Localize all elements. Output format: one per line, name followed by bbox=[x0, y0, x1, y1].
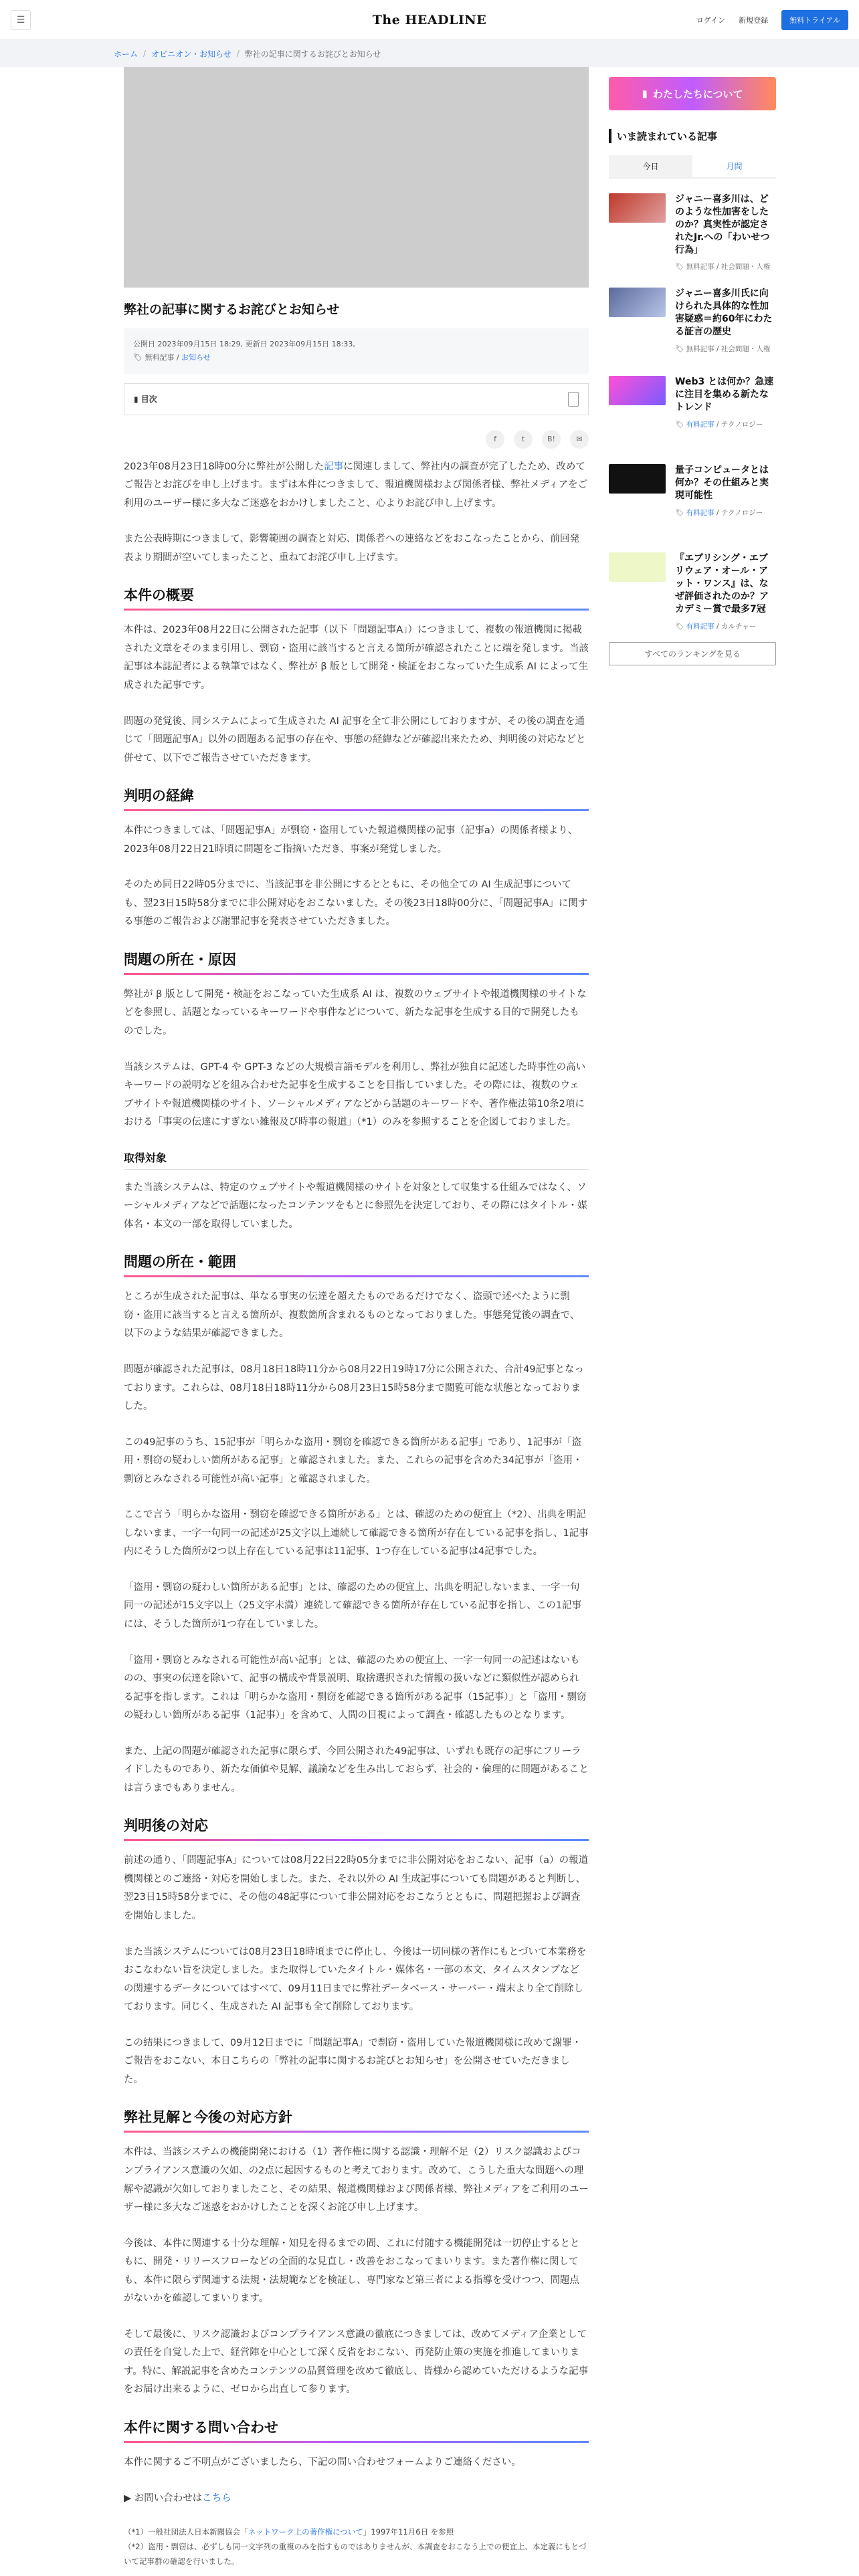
history-paragraph: 本件につきましては、「問題記事A」が剽窃・盗用していた報道機関様の記事（記事a）の関係者様より、2023年08月22日21時頃に問題をご指摘いただき、事案が発覚しました。 bbox=[124, 825, 578, 855]
ranking-title: いま読まれている記事 bbox=[609, 129, 776, 143]
heading-response: 判明後の対応 bbox=[124, 1818, 208, 1834]
ranking-thumbnail bbox=[609, 288, 666, 317]
sidebar bbox=[609, 67, 776, 2576]
ranking-item-title[interactable]: ジャニー喜多川氏に向けられた具体的な性加害疑惑＝約60年にわたる証言の歴史 bbox=[675, 288, 773, 337]
view-paragraph-2: 今後は、本件に関連する十分な理解・知見を得るまでの間、これに付随する機能開発は一切停止するとともに、開発・リリースフローなどの全面的な見直し・改善をおこなってまいります。また著作権に関しても、本件に限らず関連する法規・法規範などを検証し、専門家など第三者による指導を受けつつ、問題点がないかを確認してまいります。 bbox=[124, 2238, 580, 2304]
ranking-item-type[interactable]: 有料記事 bbox=[686, 508, 714, 517]
hero-image bbox=[124, 67, 589, 288]
breadcrumb-home[interactable]: ホーム bbox=[114, 49, 138, 59]
info-icon: ▮ bbox=[642, 88, 648, 100]
contact-prefix: ▶ お問い合わせは bbox=[124, 2492, 203, 2504]
ranking-item-cat: 社会問題・人権 bbox=[721, 344, 771, 353]
history-paragraph-2: そのため同日22時05分までに、当該記事を非公開にするとともに、その他全ての AI 生成記事についても、翌23日15時58分までに非公開対応をおこないました。その後23日18時00分に、「問題記事A」に関する事態のご報告および謝罪記事を発表させていただきました。 bbox=[124, 879, 588, 928]
scope-paragraph-5: 「盗用・剽窃の疑わしい箇所がある記事」とは、確認のための便宜上、出典を明記しないまま、一字一句同一の記述が15文字以上（25文字未満）連続して確認できる箇所が存在している記事を指し、この1記事には、そうした箇所が1つ存在していました。 bbox=[124, 1582, 582, 1630]
ranking-item[interactable] bbox=[609, 376, 776, 449]
scope-paragraph-2: 問題が確認された記事は、08月18日18時11分から08月22日19時17分に公開された、合計49記事となっております。これらは、08月18日18時11分から08月23日15時58分まで閲覧可能な状態となっておりました。 bbox=[124, 1364, 585, 1412]
breadcrumb-separator: / bbox=[236, 49, 240, 58]
response-paragraph-2: また当該システムについては08月23日18時頃までに停止し、今後は一切同様の著作にもとづいて本業務をおこなわない旨を決定しました。また取得していたタイトル・媒体名・一部の本文、タイムスタンプなどの関連するデータについてはすべて、09月11日までに弊社データベース・サーバー・端末より全て削除しております。同じく、生成された AI 記事も全て削除しております。 bbox=[124, 1946, 587, 2013]
cause-paragraph-2: 当該システムは、GPT-4 や GPT-3 などの大規模言語モデルを利用し、弊社が独自に記述した時事性の高いキーワードの説明などを組み合わせた記事を生成することを目指していました。その際には、複数のウェブサイトや報道機関様のサイト、ソーシャルメディアなどから話題のキーワードや、著作権法第10条2項における「事実の伝達にすぎない雑報及び時事の報道」（*1）のみを参照することを企図しておりました。 bbox=[124, 1061, 586, 1128]
ranking-item-cat: 社会問題・人権 bbox=[721, 263, 771, 272]
scope-paragraph: ところが生成された記事は、単なる事実の伝達を超えたものであるだけでなく、盗頭で述べたように剽窃・盗用に該当すると言える箇所が、複数箇所含まれるものとなっておりました。事態発覚後の調査で、以下のような結果が確認できました。 bbox=[124, 1291, 580, 1339]
heading-contact: 本件に関する問い合わせ bbox=[124, 2419, 278, 2436]
site-header bbox=[0, 0, 859, 40]
target-paragraph: また当該システムは、特定のウェブサイトや報道機関様のサイトを対象として収集する仕組みではなく、ソーシャルメディアなどで話題になったコンテンツをもとに参照先を決定しており、その際にはタイトル・媒体名・本文の一部を取得していました。 bbox=[124, 1182, 587, 1230]
heading-scope: 問題の所在・範囲 bbox=[124, 1254, 236, 1271]
ranking-item-type: 無料記事 bbox=[686, 344, 714, 353]
ranking-item-category: 🏷 有料記事 / カルチャー bbox=[675, 622, 757, 631]
scope-paragraph-3: この49記事のうち、15記事が「明らかな盗用・剽窃を確認できる箇所がある記事」であり、1記事が「盗用・剽窃の疑わしい箇所がある記事」と確認されました。また、これらの記事を含めた34記事が「盗用・剽窃とみなされる可能性が高い記事」と確認されました。 bbox=[124, 1436, 583, 1485]
article-categories: 🏷 無料記事 / お知らせ bbox=[133, 352, 211, 362]
ranking-item-title[interactable]: Web3 とは何か？急速に注目を集める新たなトレンド bbox=[675, 377, 774, 413]
table-of-contents[interactable] bbox=[124, 383, 589, 415]
category-link[interactable]: お知らせ bbox=[181, 352, 211, 362]
free-trial-button[interactable]: 無料トライアル bbox=[781, 10, 848, 30]
ranking-thumbnail bbox=[609, 552, 666, 582]
footnote-1 bbox=[124, 2525, 589, 2540]
article-dates: 公開日 2023年09月15日 18:29, 更新日 2023年09月15日 18:33, bbox=[133, 340, 355, 348]
ranking-item-category: 🏷 有料記事 / テクノロジー bbox=[675, 508, 763, 517]
ranking-item-type: 無料記事 bbox=[686, 263, 714, 272]
about-us-label: わたしたちについて bbox=[652, 88, 743, 100]
ranking-item[interactable] bbox=[609, 552, 776, 632]
view-paragraph: 本件は、当該システムの機能開発における（1）著作権に関する認識・理解不足（2）リスク認識およびコンプライアンス意識の欠如、の2点に起因するものと考えております。改めて、こうした重大な問題への理解や認識が欠如しておりましたこと、その結果、報道機関様および関係者様、弊社メディアをご利用のユーザー様に多大なご迷惑をおかけしたことを深くお詫び申し上げます。 bbox=[124, 2147, 589, 2214]
share-buttons bbox=[124, 430, 589, 449]
tab-monthly[interactable]: 月間 bbox=[726, 162, 743, 171]
register-link[interactable]: 新規登録 bbox=[739, 15, 769, 25]
intro-text-a: 2023年08月23日18時00分に弊社が公開した bbox=[124, 461, 324, 472]
footnote-1-link[interactable]: ネットワーク上の著作権について bbox=[248, 2527, 363, 2537]
ranking-item-title[interactable]: 量子コンピュータとは何か？その仕組みと実現可能性 bbox=[675, 465, 769, 502]
contact-form-link[interactable]: こちら bbox=[202, 2492, 231, 2504]
ranking-item-type[interactable]: 有料記事 bbox=[686, 420, 714, 429]
breadcrumb-opinion[interactable]: オピニオン・お知らせ bbox=[151, 49, 231, 59]
toc-icon: ▮ bbox=[134, 394, 141, 404]
ranking-text bbox=[675, 288, 776, 361]
tab-today[interactable]: 今日 bbox=[609, 155, 692, 177]
ranking-thumbnail bbox=[609, 376, 666, 405]
login-link[interactable]: ログイン bbox=[696, 15, 726, 25]
article-body bbox=[124, 458, 589, 2576]
ranking-text bbox=[675, 552, 776, 632]
response-paragraph-3: この結果につきまして、09月12日までに「問題記事A」で剽窃・盗用していた報道機関様に改めて謝罪・ご報告をおこない、本日こちらの「弊社の記事に関するお詫びとお知らせ」を公開させていただきました。 bbox=[124, 2037, 582, 2085]
scope-paragraph-4: ここで言う「明らかな盗用・剽窃を確認できる箇所がある」とは、確認のための便宜上（*2）、出典を明記しないまま、一字一句同一の記述が25文字以上連続して確認できる箇所が存在している記事を指し、1記事内にそうした箇所が2つ以上存在している記事は11記事、1つ存在している記事は4記事でした。 bbox=[124, 1509, 589, 1558]
ranking-item-title[interactable]: 『エブリシング・エブリウェア・オール・アット・ワンス』は、なぜ評価されたのか？アカデミー賞で最多7冠 bbox=[675, 553, 769, 615]
cause-paragraph: 弊社が β 版として開発・検証をおこなっていた生成系 AI は、複数のウェブサイトや報道機関様のサイトなどを参照し、話題となっているキーワードや事件などについて、新たな記事を生成する目的で開発したものでした。 bbox=[124, 988, 587, 1037]
footnote-1-text-a: （*1）一般社団法人日本新聞協会「 bbox=[124, 2527, 248, 2537]
heading-cause: 問題の所在・原因 bbox=[124, 951, 236, 968]
hatena-bookmark-icon[interactable]: B! bbox=[542, 430, 561, 449]
facebook-share-icon[interactable]: f bbox=[486, 430, 504, 449]
toc-label: 目次 bbox=[140, 395, 157, 405]
ranking-item-cat: テクノロジー bbox=[721, 420, 763, 429]
footnote-2: （*2）盗用・剽窃は、必ずしも同一文字列の重複のみを指すものではありませんが、本調査をおこなう上での便宜上、本定義にもとづいて記事群の確認を行いました。 bbox=[124, 2541, 587, 2566]
article-title: 弊社の記事に関するお詫びとお知らせ bbox=[124, 302, 340, 317]
overview-paragraph: 本件は、2023年08月22日に公開された記事（以下「問題記事A」）につきまして、複数の報道機関に掲載された文章をそのまま引用し、剽窃・盗用に該当すると言える箇所が確認されたことに端を発します。当該記事は本誌記者による執筆ではなく、弊社が β 版として開発・検証をおこなっていた生成系 AI によって生成された記事です。 bbox=[124, 625, 589, 691]
breadcrumb-current: 弊社の記事に関するお詫びとお知らせ bbox=[244, 49, 381, 59]
toc-toggle-icon[interactable] bbox=[568, 392, 579, 407]
scope-paragraph-6: 「盗用・剽窃とみなされる可能性が高い記事」とは、確認のための便宜上、一字一句同一の記述はないものの、事実の伝達を除いて、記事の構成や背景説明、取捨選択された情報の扱いなどに類似性が認められる記事を指します。これは「明らかな盗用・剽窃を確認できる箇所がある記事（15記事）」と「盗用・剽窃の疑わしい箇所がある記事（1記事）」を含めて、人間の目視によって調査・確認したものとなります。 bbox=[124, 1654, 587, 1721]
ranking-item[interactable] bbox=[609, 464, 776, 538]
heading-history: 判明の経緯 bbox=[124, 788, 194, 804]
mail-share-icon[interactable]: ✉ bbox=[570, 430, 589, 449]
header-actions bbox=[696, 10, 848, 30]
about-us-button[interactable] bbox=[609, 77, 776, 110]
footnote-1-text-b: 」1997年11月6日 を参照 bbox=[363, 2527, 454, 2537]
site-logo[interactable]: The HEADLINE bbox=[372, 12, 487, 27]
heading-overview: 本件の概要 bbox=[124, 587, 194, 604]
ranking-item-category: 🏷 無料記事 / 社会問題・人権 bbox=[675, 344, 771, 353]
free-article-label: 無料記事 bbox=[145, 352, 175, 362]
overview-paragraph-2: 問題の発覚後、同システムによって生成された AI 記事を全て非公開にしておりますが、その後の調査を通じて「問題記事A」以外の問題ある記事の存在や、事態の経緯などが確認出来たため、判明後の対応などと併せて、以下でご報告させていただきます。 bbox=[124, 716, 586, 764]
ranking-item-cat: テクノロジー bbox=[721, 508, 763, 517]
ranking-thumbnail bbox=[609, 464, 666, 494]
ranking-item[interactable] bbox=[609, 288, 776, 361]
response-paragraph: 前述の通り、「問題記事A」については08月22日22時05分までに非公開対応をおこない、記事（a）の報道機関様とのご連絡・対応を開始しました。また、それ以外の AI 生成記事についても問題があると判断し、翌23日15時58分までに、その他の48記事について非公開対応をおこなうとともに、問題把握および調査を開始しました。 bbox=[124, 1855, 589, 1922]
all-ranking-button[interactable]: すべてのランキングを見る bbox=[609, 642, 776, 665]
tag-icon: 🏷 bbox=[133, 352, 142, 362]
intro-paragraph-2: また公表時期につきまして、影響範囲の調査と対応、関係者への連絡などをおこなったことから、前回発表より期間が空いてしまったこと、重ねてお詫び申し上げます。 bbox=[124, 534, 579, 563]
article-link[interactable]: 記事 bbox=[324, 461, 344, 472]
ranking-item-category: 🏷 無料記事 / 社会問題・人権 bbox=[675, 263, 771, 272]
heading-target: 取得対象 bbox=[124, 1150, 589, 1170]
contact-link-line bbox=[124, 2490, 589, 2508]
ranking-thumbnail bbox=[609, 193, 666, 223]
article-meta bbox=[124, 328, 589, 374]
ranking-item-title[interactable]: ジャニー喜多川は、どのような性加害をしたのか？真実性が認定されたJr.への「わいせつ行為」 bbox=[675, 194, 770, 255]
heading-view: 弊社見解と今後の対応方針 bbox=[124, 2109, 292, 2126]
ranking-item[interactable] bbox=[609, 193, 776, 273]
intro-paragraph bbox=[124, 458, 589, 514]
hamburger-menu-icon[interactable]: ☰ bbox=[11, 10, 31, 30]
breadcrumb bbox=[0, 40, 859, 67]
ranking-text bbox=[675, 193, 776, 273]
ranking-text bbox=[675, 464, 776, 538]
ranking-item-type[interactable]: 有料記事 bbox=[686, 622, 714, 631]
view-paragraph-3: そして最後に、リスク認識およびコンプライアンス意識の徹底につきましては、改めてメディア企業としての責任を自覚した上で、経営陣を中心として深く反省をおこない、再発防止策の実施を推進してまいります。特に、解説記事を含めたコンテンツの品質管理を改めて徹底し、皆様から認めていただけるような記事をお届け出来るように、ゼロから出直して参ります。 bbox=[124, 2329, 589, 2395]
ranking-item-cat: カルチャー bbox=[721, 622, 757, 631]
footnotes bbox=[124, 2525, 589, 2569]
ranking-item-category: 🏷 有料記事 / テクノロジー bbox=[675, 420, 763, 429]
contact-paragraph: 本件に関するご不明点がございましたら、下記の問い合わせフォームよりご連絡ください。 bbox=[124, 2456, 521, 2468]
ranking-tabs bbox=[609, 155, 776, 179]
intro-text-b: に関連しまして、弊社内の調査が完了したため、改めてご報告とお詫びを申し上げます。まずは本件につきまして、報道機関様および関係者様、弊社メディアをご利用のユーザー様に多大なご迷惑をおかけしましたこと、心よりお詫び申し上げます。 bbox=[124, 461, 588, 509]
ranking-text bbox=[675, 376, 776, 449]
article-main bbox=[124, 67, 589, 2576]
scope-paragraph-7: また、上記の問題が確認された記事に限らず、今回公開された49記事は、いずれも既存の記事にフリーライドしたものであり、新たな価値や見解、議論などを生み出しておらず、社会的・倫理的に問題があることは言うまでもありません。 bbox=[124, 1745, 589, 1794]
twitter-share-icon[interactable]: t bbox=[514, 430, 533, 449]
breadcrumb-separator: / bbox=[143, 49, 147, 58]
